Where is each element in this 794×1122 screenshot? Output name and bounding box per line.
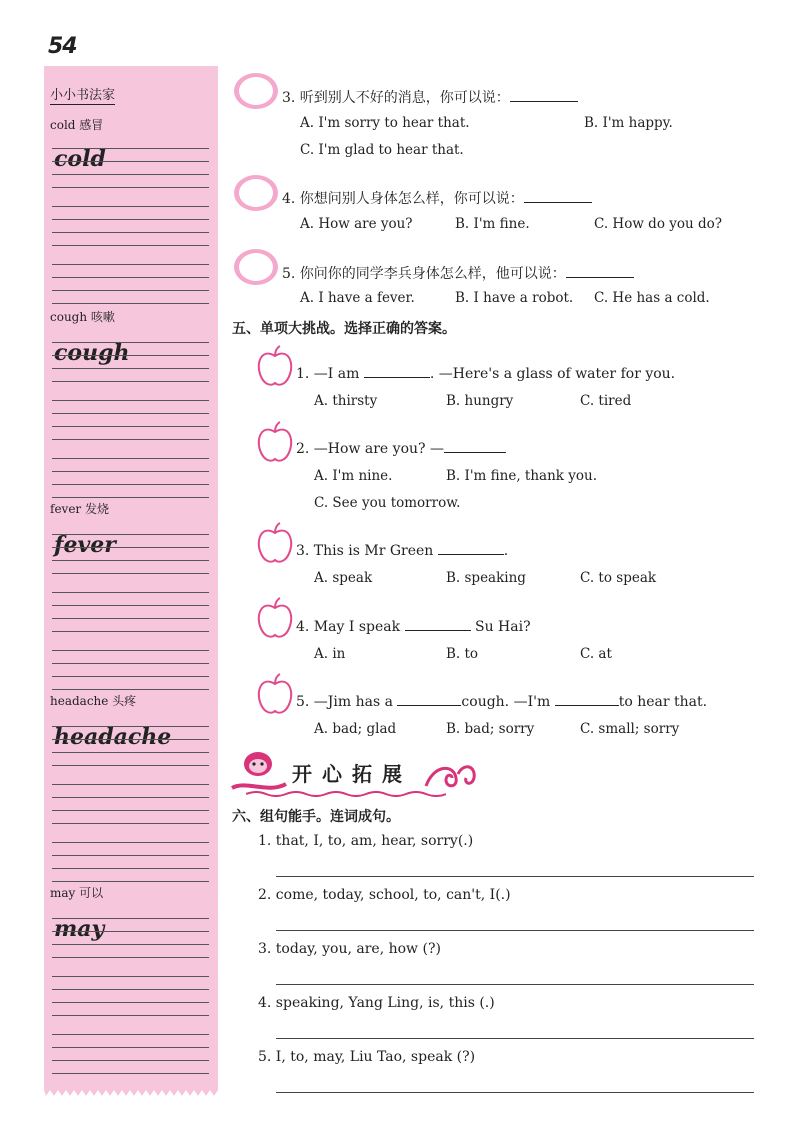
question-stem bbox=[296, 543, 508, 559]
option[interactable]: C. See you tomorrow. bbox=[314, 495, 461, 511]
question-stem bbox=[282, 87, 578, 107]
option[interactable]: C. I'm glad to hear that. bbox=[300, 142, 464, 158]
answer-apple-icon[interactable] bbox=[254, 672, 296, 716]
option[interactable]: C. to speak bbox=[580, 570, 657, 586]
option[interactable]: B. to bbox=[446, 646, 479, 662]
script-word-may: may bbox=[54, 916, 105, 942]
section-title-part6: 六、组句能手。连词成句。 bbox=[232, 809, 400, 825]
reorder-item: 4. speaking, Yang Ling, is, this (.) bbox=[258, 995, 495, 1011]
answer-apple-icon[interactable] bbox=[254, 344, 296, 388]
page-number: 54 bbox=[48, 34, 77, 59]
stem-text: 4. May I speak bbox=[296, 619, 405, 635]
option[interactable]: A. I'm sorry to hear that. bbox=[300, 115, 470, 131]
answer-blank[interactable] bbox=[364, 377, 430, 378]
answer-apple-icon[interactable] bbox=[254, 521, 296, 565]
option[interactable]: B. I'm fine, thank you. bbox=[446, 468, 597, 484]
option[interactable]: B. I have a robot. bbox=[455, 290, 574, 306]
answer-line[interactable] bbox=[276, 984, 754, 985]
script-word-headache: headache bbox=[54, 724, 172, 750]
sidebar-title: 小小书法家 bbox=[50, 84, 115, 105]
answer-blank[interactable] bbox=[397, 705, 461, 706]
option[interactable]: C. small; sorry bbox=[580, 721, 680, 737]
question-stem bbox=[296, 366, 675, 382]
stem-text: 5. 你问你的同学李兵身体怎么样，他可以说： bbox=[282, 266, 566, 282]
stem-text: 5. —Jim has a bbox=[296, 694, 398, 710]
script-word-fever: fever bbox=[54, 532, 116, 558]
answer-blank[interactable] bbox=[438, 554, 504, 555]
stem-text: Su Hai? bbox=[470, 619, 531, 635]
answer-line[interactable] bbox=[276, 1092, 754, 1093]
option[interactable]: A. in bbox=[314, 646, 346, 662]
reorder-item: 1. that, I, to, am, hear, sorry(.) bbox=[258, 833, 474, 849]
stem-text: . —Here's a glass of water for you. bbox=[429, 366, 676, 382]
option[interactable]: C. tired bbox=[580, 393, 632, 409]
monkey-mascot-icon bbox=[228, 744, 288, 796]
reorder-item: 5. I, to, may, Liu Tao, speak (?) bbox=[258, 1049, 476, 1065]
writing-lines bbox=[52, 534, 209, 690]
stem-text: to hear that. bbox=[618, 694, 708, 710]
word-label-headache: headache 头疼 bbox=[50, 694, 137, 708]
option[interactable]: A. thirsty bbox=[314, 393, 378, 409]
word-label-may: may 可以 bbox=[50, 886, 104, 900]
answer-line[interactable] bbox=[276, 1038, 754, 1039]
answer-blank[interactable] bbox=[444, 452, 506, 453]
answer-blank[interactable] bbox=[524, 202, 592, 203]
answer-blank[interactable] bbox=[566, 277, 634, 278]
stem-text: 4. 你想问别人身体怎么样，你可以说： bbox=[282, 191, 524, 207]
stem-text: 2. —How are you? — bbox=[296, 441, 444, 457]
writing-lines bbox=[52, 918, 209, 1074]
option[interactable]: B. bad; sorry bbox=[446, 721, 535, 737]
answer-blank[interactable] bbox=[405, 630, 471, 631]
writing-lines bbox=[52, 148, 209, 304]
word-label-cough: cough 咳嗽 bbox=[50, 310, 115, 324]
stem-text: 3. This is Mr Green bbox=[296, 543, 438, 559]
word-label-fever: fever 发烧 bbox=[50, 502, 109, 516]
question-stem bbox=[296, 694, 707, 710]
question-stem bbox=[282, 188, 592, 208]
answer-flower-icon[interactable] bbox=[232, 246, 280, 288]
answer-apple-icon[interactable] bbox=[254, 420, 296, 464]
script-word-cough: cough bbox=[54, 340, 130, 366]
answer-flower-icon[interactable] bbox=[232, 172, 280, 214]
stem-text: cough. —I'm bbox=[461, 694, 555, 710]
option[interactable]: A. I have a fever. bbox=[300, 290, 415, 306]
option[interactable]: B. hungry bbox=[446, 393, 514, 409]
answer-apple-icon[interactable] bbox=[254, 596, 296, 640]
option[interactable]: C. How do you do? bbox=[594, 216, 722, 232]
writing-lines bbox=[52, 342, 209, 498]
answer-line[interactable] bbox=[276, 876, 754, 877]
banner-title: 开心拓展 bbox=[292, 762, 412, 786]
option[interactable]: A. speak bbox=[314, 570, 373, 586]
banner-underline bbox=[246, 790, 446, 798]
answer-flower-icon[interactable] bbox=[232, 70, 280, 112]
writing-lines bbox=[52, 726, 209, 882]
option[interactable]: B. speaking bbox=[446, 570, 526, 586]
option[interactable]: C. He has a cold. bbox=[594, 290, 710, 306]
reorder-item: 2. come, today, school, to, can't, I(.) bbox=[258, 887, 511, 903]
script-word-cold: cold bbox=[54, 146, 106, 172]
section-title-part5: 五、单项大挑战。选择正确的答案。 bbox=[232, 321, 456, 337]
stem-text: . bbox=[503, 543, 509, 559]
option[interactable]: B. I'm fine. bbox=[455, 216, 530, 232]
answer-blank[interactable] bbox=[510, 101, 578, 102]
reorder-item: 3. today, you, are, how (?) bbox=[258, 941, 441, 957]
answer-blank[interactable] bbox=[555, 705, 619, 706]
stem-text: 1. —I am bbox=[296, 366, 364, 382]
option[interactable]: A. bad; glad bbox=[314, 721, 397, 737]
sidebar-zigzag-edge bbox=[44, 1082, 218, 1098]
word-label-cold: cold 感冒 bbox=[50, 118, 104, 132]
option[interactable]: C. at bbox=[580, 646, 612, 662]
stem-text: 3. 听到别人不好的消息，你可以说： bbox=[282, 90, 510, 106]
option[interactable]: A. How are you? bbox=[300, 216, 413, 232]
option[interactable]: A. I'm nine. bbox=[314, 468, 393, 484]
question-stem bbox=[282, 263, 634, 283]
question-stem bbox=[296, 619, 531, 635]
question-stem bbox=[296, 441, 506, 457]
option[interactable]: B. I'm happy. bbox=[584, 115, 673, 131]
answer-line[interactable] bbox=[276, 930, 754, 931]
